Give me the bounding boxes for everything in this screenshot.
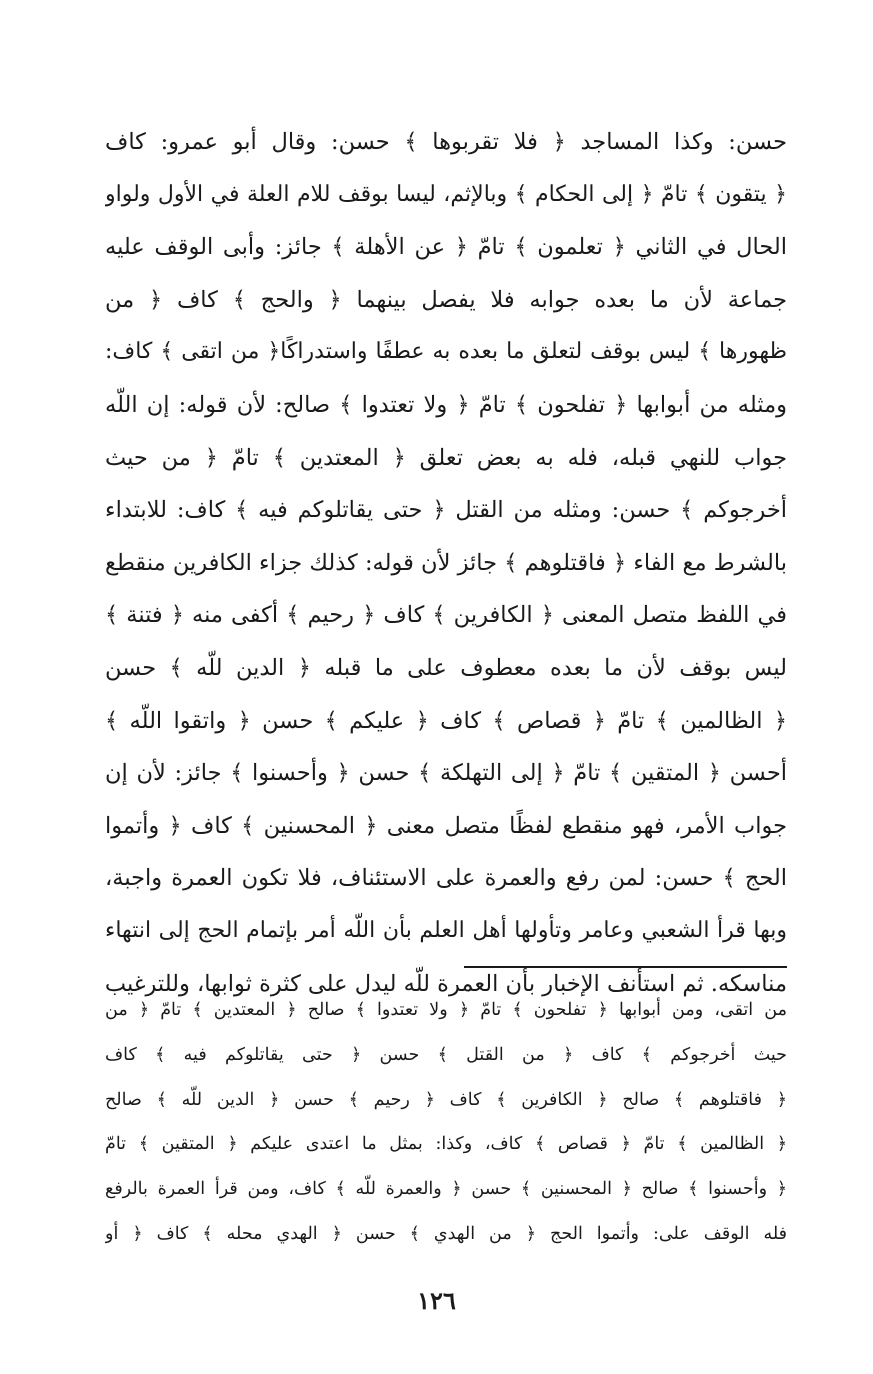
footnote-line: من اتقى، ومن أبوابها ﴿ تفلحون ﴾ تامّ ﴿ ولا تعتدوا ﴾ صالح ﴿ المعتدين ﴾ تامّ ﴿ من [105,1000,787,1020]
main-text-line: حسن: وكذا المساجد ﴿ فلا تقربوها ﴾ حسن: وقال أبو عمرو: كاف [105,129,787,155]
main-text-line: جواب للنهي قبله، فله به بعض تعلق ﴿ المعتدين ﴾ تامّ ﴿ من حيث [105,444,787,471]
main-text-line: ظهورها ﴾ ليس بوقف لتعلق ما بعده به عطفًا واستدراكًا﴿ من اتقى ﴾ كاف: [105,339,787,365]
main-text-line: الحال في الثاني ﴿ تعلمون ﴾ تامّ ﴿ عن الأهلة ﴾ جائز: وأبى الوقف عليه [105,234,787,261]
main-text-line: ﴿ يتقون ﴾ تامّ ﴿ إلى الحكام ﴾ وبالإثم، ليسا بوقف للام العلة في الأول ولواو [105,181,787,207]
page-number: ١٢٦ [417,1286,456,1315]
footnote-line: فله الوقف على: وأتموا الحج ﴿ من الهدي ﴾ حسن ﴿ الهدي محله ﴾ كاف ﴿ أو [105,1223,787,1244]
main-text-line: أحسن ﴿ المتقين ﴾ تامّ ﴿ إلى التهلكة ﴾ حسن ﴿ وأحسنوا ﴾ جائز: لأن إن [105,760,787,787]
main-text-line: ومثله من أبوابها ﴿ تفلحون ﴾ تامّ ﴿ ولا تعتدوا ﴾ صالح: لأن قوله: إن اللّه [105,391,787,418]
footnote-line: ﴿ وأحسنوا ﴾ صالح ﴿ المحسنين ﴾ حسن ﴿ والعمرة للّه ﴾ كاف، ومن قرأ العمرة بالرفع [105,1179,787,1200]
main-text-line: مناسكه. ثم استأنف الإخبار بأن العمرة للّه ليدل على كثرة ثوابها، وللترغيب [105,970,787,997]
main-text-line: ﴿ الظالمين ﴾ تامّ ﴿ قصاص ﴾ كاف ﴿ عليكم ﴾ حسن ﴿ واتقوا اللّه ﴾ [105,707,787,734]
footnotes-block [105,988,787,1257]
main-text-line: الحج ﴾ حسن: لمن رفع والعمرة على الاستئناف، فلا تكون العمرة واجبة، [105,865,787,892]
main-text-block [105,116,787,1010]
main-text-line: جواب الأمر، فهو منقطع لفظًا متصل معنى ﴿ المحسنين ﴾ كاف ﴿ وأتموا [105,812,787,839]
main-text-line: أخرجوكم ﴾ حسن: ومثله من القتل ﴿ حتى يقاتلوكم فيه ﴾ كاف: للابتداء [105,497,787,524]
main-text-line: في اللفظ متصل المعنى ﴿ الكافرين ﴾ كاف ﴿ رحيم ﴾ أكفى منه ﴿ فتنة ﴾ [105,602,787,629]
main-text-line: بالشرط مع الفاء ﴿ فاقتلوهم ﴾ جائز لأن قوله: كذلك جزاء الكافرين منقطع [105,549,787,576]
main-text-line: وبها قرأ الشعبي وعامر وتأولها أهل العلم بأن اللّه أمر بإتمام الحج إلى انتهاء [105,917,787,943]
footnote-line: ﴿ الظالمين ﴾ تامّ ﴿ قصاص ﴾ كاف، وكذا: بمثل ما اعتدى عليكم ﴿ المتقين ﴾ تامّ [105,1134,787,1155]
main-text-line: ليس بوقف لأن ما بعده معطوف على ما قبله ﴿ الدين للّه ﴾ حسن [105,654,787,681]
footnote-separator [464,966,787,968]
footnote-line: ﴿ فاقتلوهم ﴾ صالح ﴿ الكافرين ﴾ كاف ﴿ رحيم ﴾ حسن ﴿ الدين للّه ﴾ صالح [105,1089,787,1110]
main-text-line: جماعة لأن ما بعده جوابه فلا يفصل بينهما ﴿ والحج ﴾ كاف ﴿ من [105,286,787,313]
footnote-line: حيث أخرجوكم ﴾ كاف ﴿ من القتل ﴾ حسن ﴿ حتى يقاتلوكم فيه ﴾ كاف [105,1044,787,1065]
